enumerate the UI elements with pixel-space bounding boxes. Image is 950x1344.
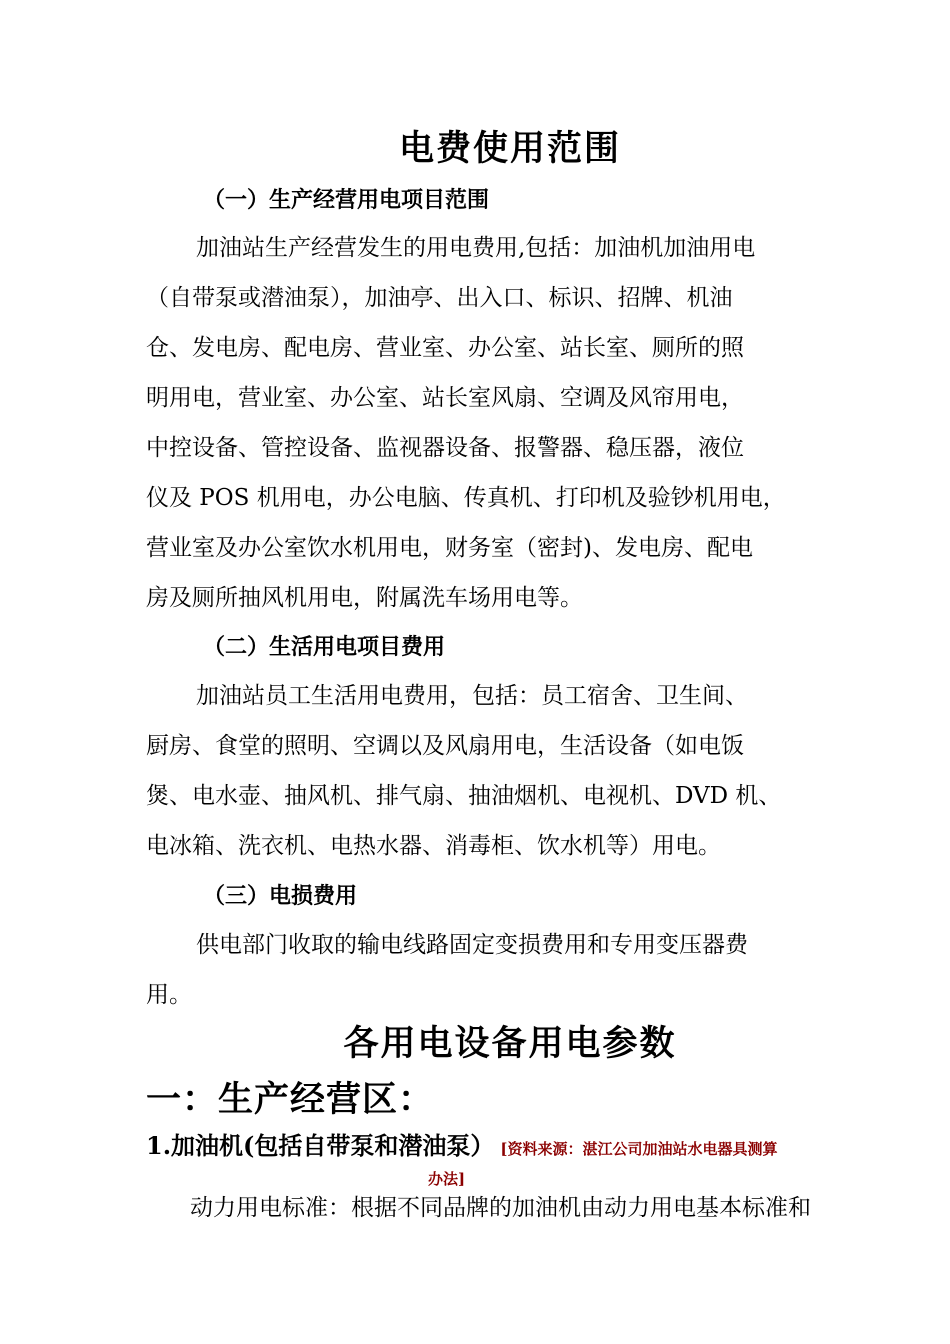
paragraph-line: 煲、电水壶、抽风机、排气扇、抽油烟机、电视机、DVD 机、 [146, 783, 782, 809]
paragraph-line: 加油站员工生活用电费用，包括：员工宿舍、卫生间、 [196, 683, 748, 709]
item-heading-text: 1.加油机(包括自带泵和潜油泵） [146, 1131, 495, 1160]
paragraph-line: 明用电，营业室、办公室、站长室风扇、空调及风帘用电， [146, 385, 744, 411]
paragraph-line: 中控设备、管控设备、监视器设备、报警器、稳压器，液位 [146, 435, 744, 461]
paragraph-line: 仓、发电房、配电房、营业室、办公室、站长室、厕所的照 [146, 335, 744, 361]
paragraph-line: （自带泵或潜油泵），加油亭、出入口、标识、招牌、机油 [146, 285, 733, 311]
power-standard-text: 动力用电标准：根据不同品牌的加油机由动力用电基本标准和 [190, 1195, 811, 1221]
document-title: 电费使用范围 [398, 128, 621, 169]
area-heading-production: 一：生产经营区： [146, 1079, 435, 1120]
paragraph-line: 营业室及办公室饮水机用电，财务室（密封)、发电房、配电 [146, 535, 753, 561]
source-note: [资料来源：湛江公司加油站水电器具测算 [500, 1140, 778, 1158]
paragraph-line: 电冰箱、洗衣机、电热水器、消毒柜、饮水机等）用电。 [146, 833, 721, 859]
section-heading-living: （二）生活用电项目费用 [203, 634, 446, 660]
section-heading-production: （一）生产经营用电项目范围 [203, 187, 490, 213]
section-body-production [146, 223, 806, 623]
item-heading-fuel-dispenser [146, 1128, 778, 1167]
equipment-parameters-title: 各用电设备用电参数 [343, 1023, 677, 1064]
paragraph-line: 仪及 POS 机用电，办公电脑、传真机、打印机及验钞机用电， [146, 485, 786, 511]
paragraph-line: 供电部门收取的输电线路固定变损费用和专用变压器费 [196, 932, 748, 958]
paragraph-line: 加油站生产经营发生的用电费用,包括：加油机加油用电 [196, 235, 756, 261]
section-heading-loss: （三）电损费用 [203, 883, 358, 909]
section-body-living [146, 671, 806, 871]
paragraph-line: 用。 [146, 982, 192, 1008]
paragraph-line: 房及厕所抽风机用电，附属洗车场用电等。 [146, 585, 583, 611]
section-body-loss [146, 920, 806, 1020]
paragraph-line: 厨房、食堂的照明、空调以及风扇用电，生活设备（如电饭 [146, 733, 744, 759]
source-note-continued: 办法] [428, 1170, 466, 1188]
